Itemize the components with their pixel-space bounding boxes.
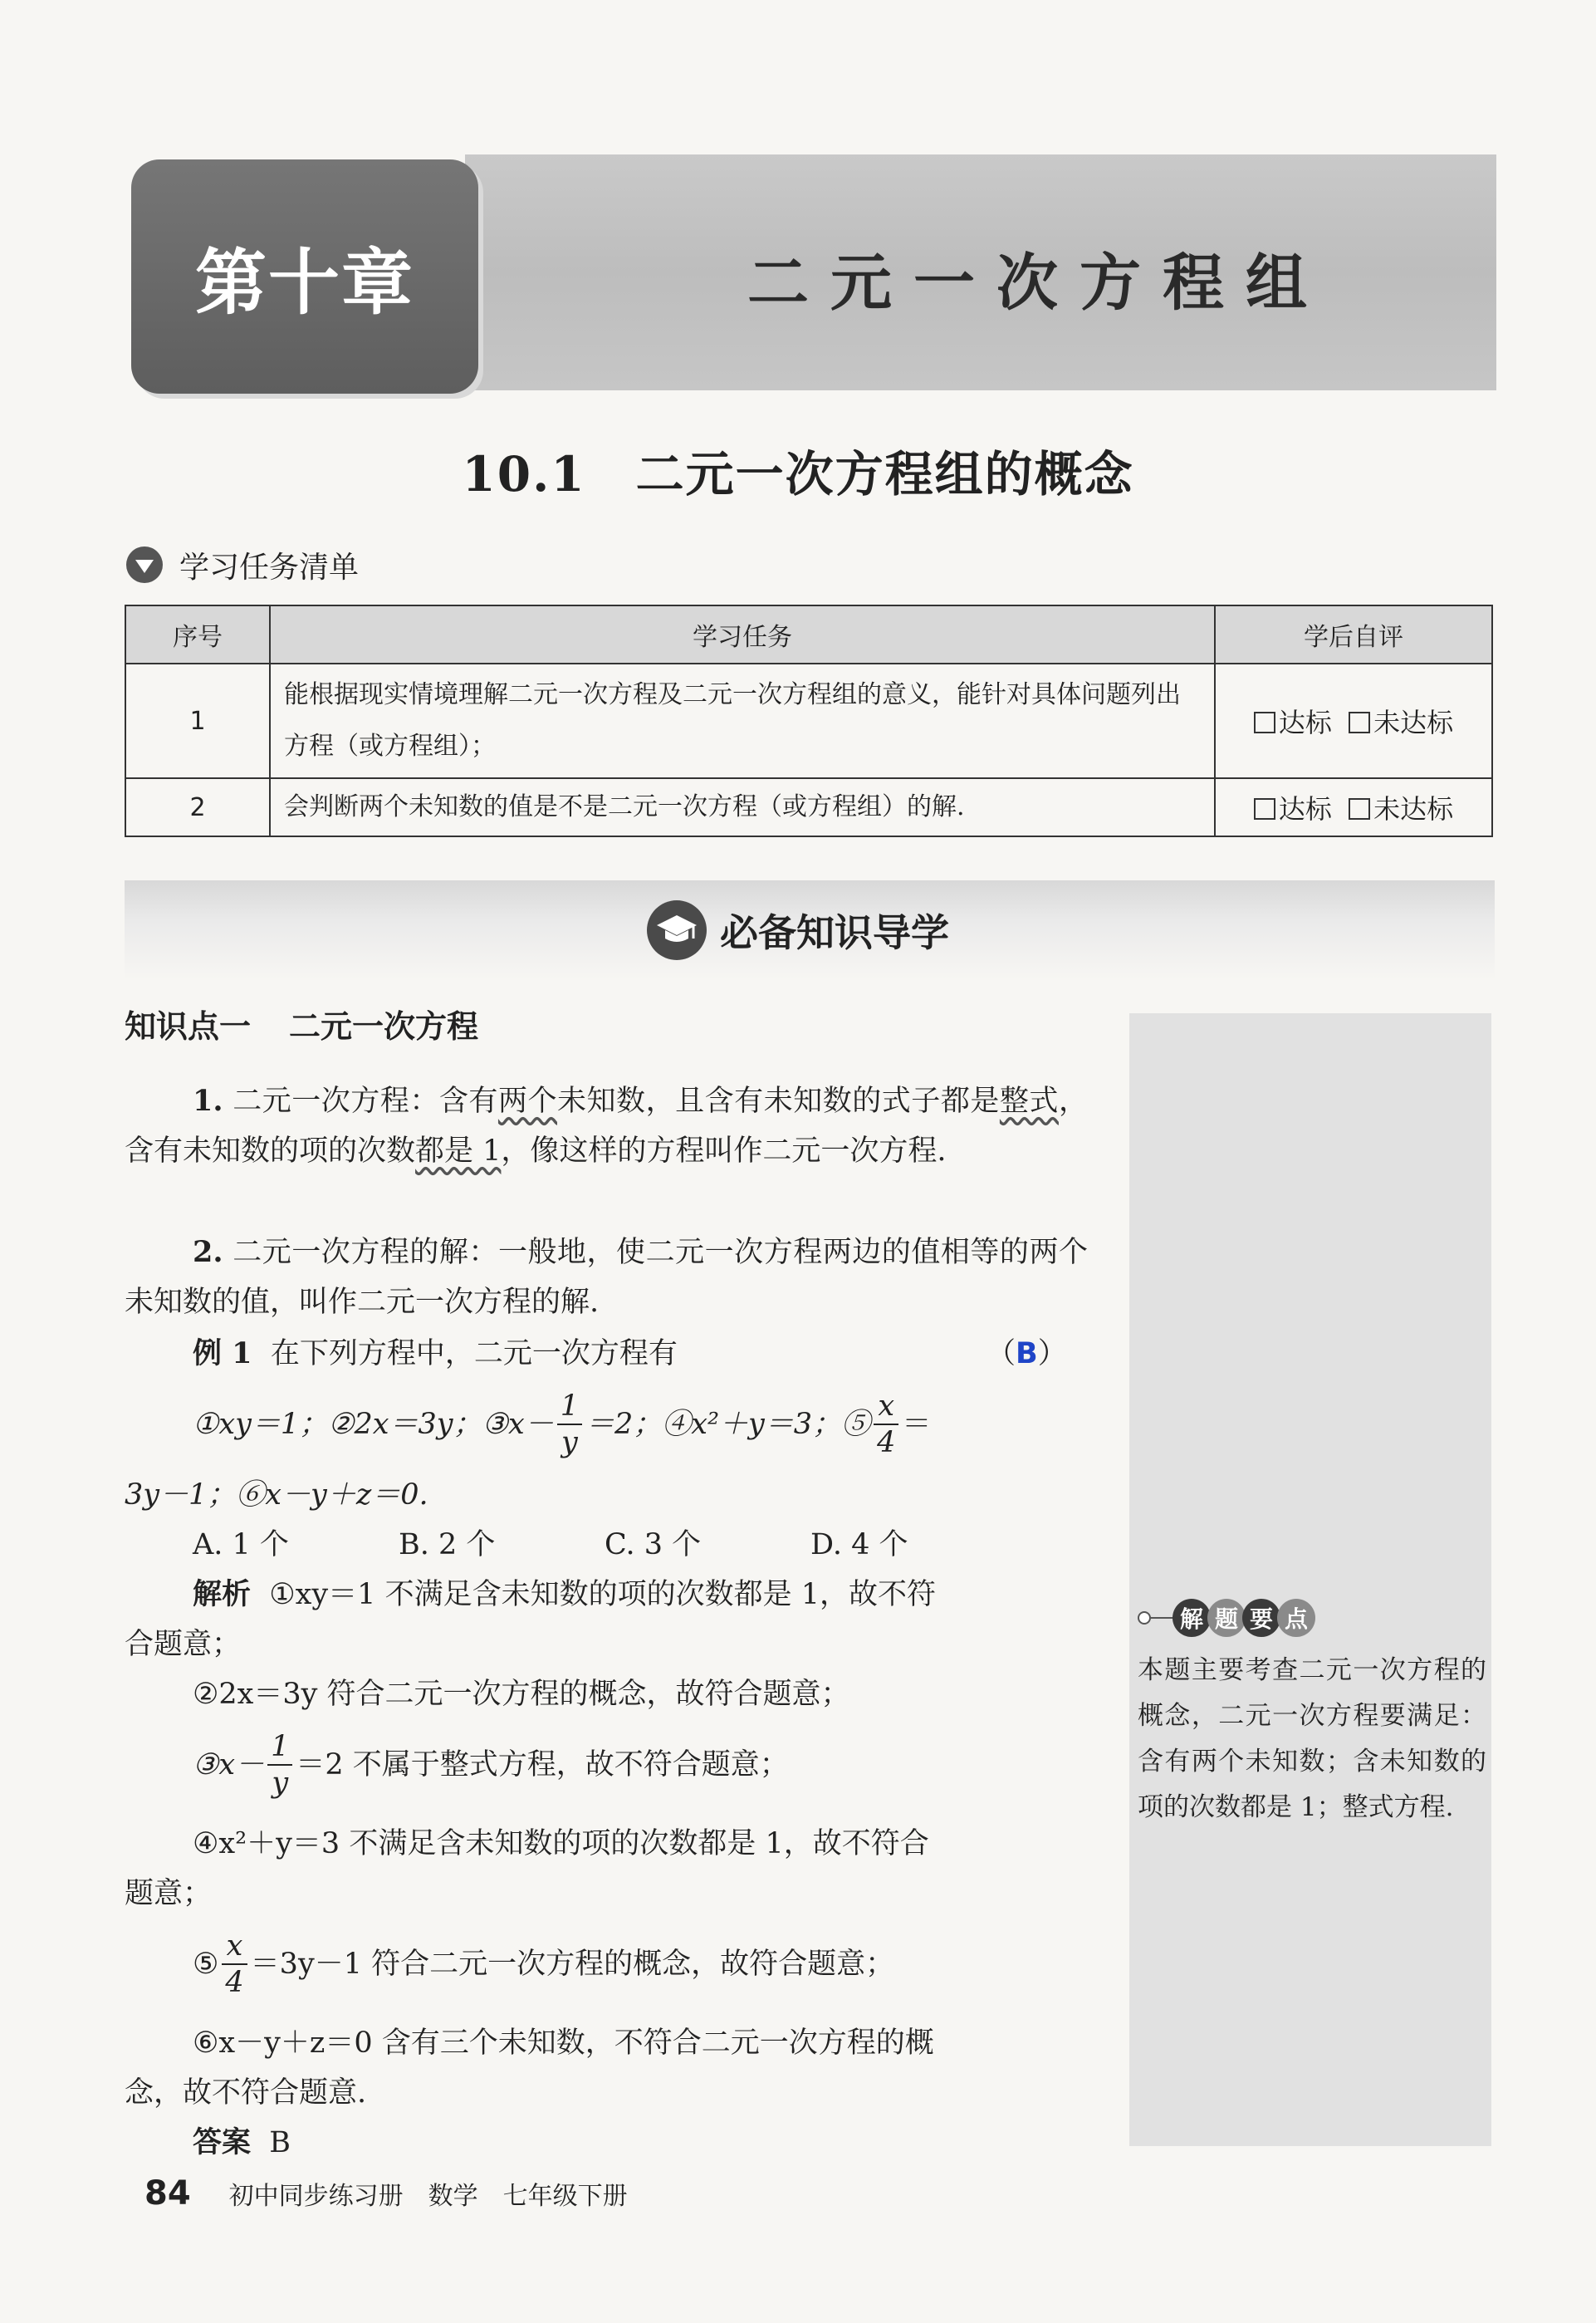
answer-label: 答案 [193, 2126, 252, 2159]
def-text: 二元一次方程：含有 [233, 1085, 498, 1118]
example-equations-cont [125, 1470, 1088, 1520]
page-footer [144, 2174, 653, 2213]
frac-denominator: 4 [877, 1426, 896, 1459]
eq-text: ＝ [902, 1408, 932, 1441]
def-number: 1. [193, 1084, 223, 1118]
analysis-line-2 [193, 1669, 1156, 1719]
answer-choice: B [1016, 1337, 1038, 1370]
task-table [125, 605, 1493, 837]
example-equations [193, 1379, 1156, 1470]
frac-denominator: y [272, 1767, 289, 1800]
analysis-text: 题意； [125, 1877, 213, 1910]
def-number: 2. [193, 1235, 223, 1269]
def-text: 二元一次方程的解：一般地，使二元一次方程两边的值相等的两个未知数的值，叫作二元一次方程的解. [125, 1236, 1088, 1319]
page-number: 84 [144, 2174, 191, 2213]
knowledge-point-name: 二元一次方程 [289, 1007, 479, 1045]
task-text-content: 能根据现实情境理解二元一次方程及二元一次方程组的意义，能针对具体问题列出方程（或方程组）； [284, 680, 1181, 761]
section-title: 10.1 二元一次方程组的概念 [462, 446, 1134, 502]
def-emphasis: 都是 1 [415, 1135, 502, 1168]
answer-paren: （ [986, 1337, 1016, 1370]
answer-paren: ） [1037, 1337, 1067, 1370]
task-eval [1215, 778, 1492, 836]
task-no: 1 [125, 664, 270, 778]
task-text [270, 664, 1215, 778]
analysis-line-6b [125, 2068, 1088, 2118]
book-name: 初中同步练习册 [228, 2182, 404, 2211]
analysis-line-4b [125, 1869, 1088, 1919]
checkbox[interactable] [1349, 712, 1370, 733]
analysis-line-6 [193, 2018, 1156, 2068]
graduation-cap-icon [647, 900, 707, 960]
analysis-label: 解析 [193, 1578, 252, 1611]
eval-option-pass: 达标 [1278, 707, 1332, 738]
chapter-number: 第十章 [195, 242, 414, 325]
eval-option-pass: 达标 [1278, 793, 1332, 825]
eq-text: ＝2；④x²＋y＝3；⑤ [585, 1408, 871, 1441]
analysis-text: 念，故不符合题意. [125, 2076, 367, 2110]
banner-label: 必备知识导学 [720, 910, 949, 955]
analysis-text: ②2x＝3y 符合二元一次方程的概念，故符合题意； [193, 1678, 850, 1711]
frac-denominator: y [561, 1426, 578, 1459]
definition-2 [125, 1228, 1088, 1327]
frac-numerator: x [874, 1389, 898, 1425]
checkbox[interactable] [1349, 798, 1370, 820]
example-label: 例 1 [193, 1336, 252, 1370]
sidebar-panel [1129, 1013, 1491, 2146]
analysis-text: ①xy＝1 不满足含未知数的项的次数都是 1，故不符 [269, 1578, 936, 1611]
frac-numerator: 1 [557, 1389, 582, 1425]
checkbox[interactable] [1254, 798, 1275, 820]
grade-name: 七年级下册 [502, 2182, 628, 2211]
knowledge-banner [0, 897, 1596, 963]
option-b: B. 2 个 [399, 1528, 496, 1561]
table-row [125, 664, 1492, 778]
option-c: C. 3 个 [605, 1528, 702, 1561]
def-emphasis: 两个 [497, 1085, 557, 1118]
task-no: 2 [125, 778, 270, 836]
option-a: A. 1 个 [193, 1528, 289, 1561]
col-header-task: 学习任务 [270, 605, 1215, 664]
tip-chip: 解 [1173, 1599, 1211, 1637]
checkbox[interactable] [1254, 712, 1275, 733]
subject-name: 数学 [428, 2182, 478, 2211]
analysis-line-1 [193, 1570, 1156, 1620]
analysis-text: ④x²＋y＝3 不满足含未知数的项的次数都是 1，故不符合 [193, 1827, 929, 1860]
eq-text: ①xy＝1；②2x＝3y；③x－ [193, 1408, 554, 1441]
task-text [270, 778, 1215, 836]
task-text-content: 会判断两个未知数的值是不是二元一次方程（或方程组）的解. [284, 792, 965, 821]
analysis-text: ＝2 不属于整式方程，故不符合题意； [296, 1748, 789, 1781]
tip-text: 本题主要考查二元一次方程的概念，二元一次方程要满足：含有两个未知数；含未知数的项的次数都是 1；整式方程. [1138, 1655, 1486, 1822]
task-list-heading [126, 540, 359, 590]
fraction [267, 1729, 292, 1801]
tip-heading [1138, 1595, 1315, 1641]
analysis-text: ⑥x－y＋z＝0 含有三个未知数，不符合二元一次方程的概 [193, 2026, 934, 2060]
eval-option-fail: 未达标 [1373, 707, 1454, 738]
chapter-title: 二元一次方程组 [747, 247, 1329, 319]
triangle-down-icon [126, 546, 163, 583]
analysis-line-1b [125, 1620, 1088, 1669]
tip-chip: 点 [1277, 1599, 1315, 1637]
task-eval [1215, 664, 1492, 778]
analysis-text: ③x－ [193, 1748, 265, 1781]
fraction [222, 1928, 247, 2000]
col-header-no: 序号 [125, 605, 270, 664]
example-question-text: 在下列方程中，二元一次方程有 [270, 1337, 678, 1370]
analysis-text: 合题意； [125, 1628, 242, 1661]
tip-chip: 题 [1207, 1599, 1246, 1637]
answer-line [193, 2118, 1156, 2168]
fraction [874, 1389, 898, 1460]
analysis-line-3 [193, 1719, 1156, 1811]
tip-dot [1138, 1611, 1151, 1625]
tip-chip: 要 [1242, 1599, 1280, 1637]
definition-1 [125, 1076, 1088, 1176]
task-table-header [125, 605, 1492, 664]
frac-denominator: 4 [225, 1966, 244, 1999]
knowledge-point-title [125, 1001, 478, 1046]
answer-value: B [269, 2126, 291, 2159]
analysis-line-4 [193, 1819, 1156, 1869]
analysis-line-5 [193, 1919, 1156, 2010]
col-header-eval: 学后自评 [1215, 605, 1492, 664]
analysis-text: ⑤ [193, 1948, 219, 1981]
option-d: D. 4 个 [810, 1528, 908, 1561]
frac-numerator: x [222, 1928, 247, 1965]
knowledge-point-label: 知识点一 [125, 1007, 252, 1045]
fraction [557, 1389, 582, 1460]
example-options [193, 1520, 1156, 1570]
eq-text: 3y－1；⑥x－y＋z＝0. [125, 1478, 428, 1512]
eval-option-fail: 未达标 [1373, 793, 1454, 825]
def-text: ，像这样的方程叫作二元一次方程. [501, 1135, 947, 1168]
def-text: ，含有未知数的项的次数 [125, 1085, 1088, 1168]
def-text: 未知数，且含有未知数的式子都是 [557, 1085, 1000, 1118]
analysis-text: ＝3y－1 符合二元一次方程的概念，故符合题意； [250, 1948, 895, 1981]
task-list-label: 学习任务清单 [179, 550, 360, 585]
frac-numerator: 1 [267, 1729, 292, 1766]
def-emphasis: 整式 [999, 1085, 1059, 1118]
example-answer [986, 1329, 1086, 1379]
table-row [125, 778, 1492, 836]
